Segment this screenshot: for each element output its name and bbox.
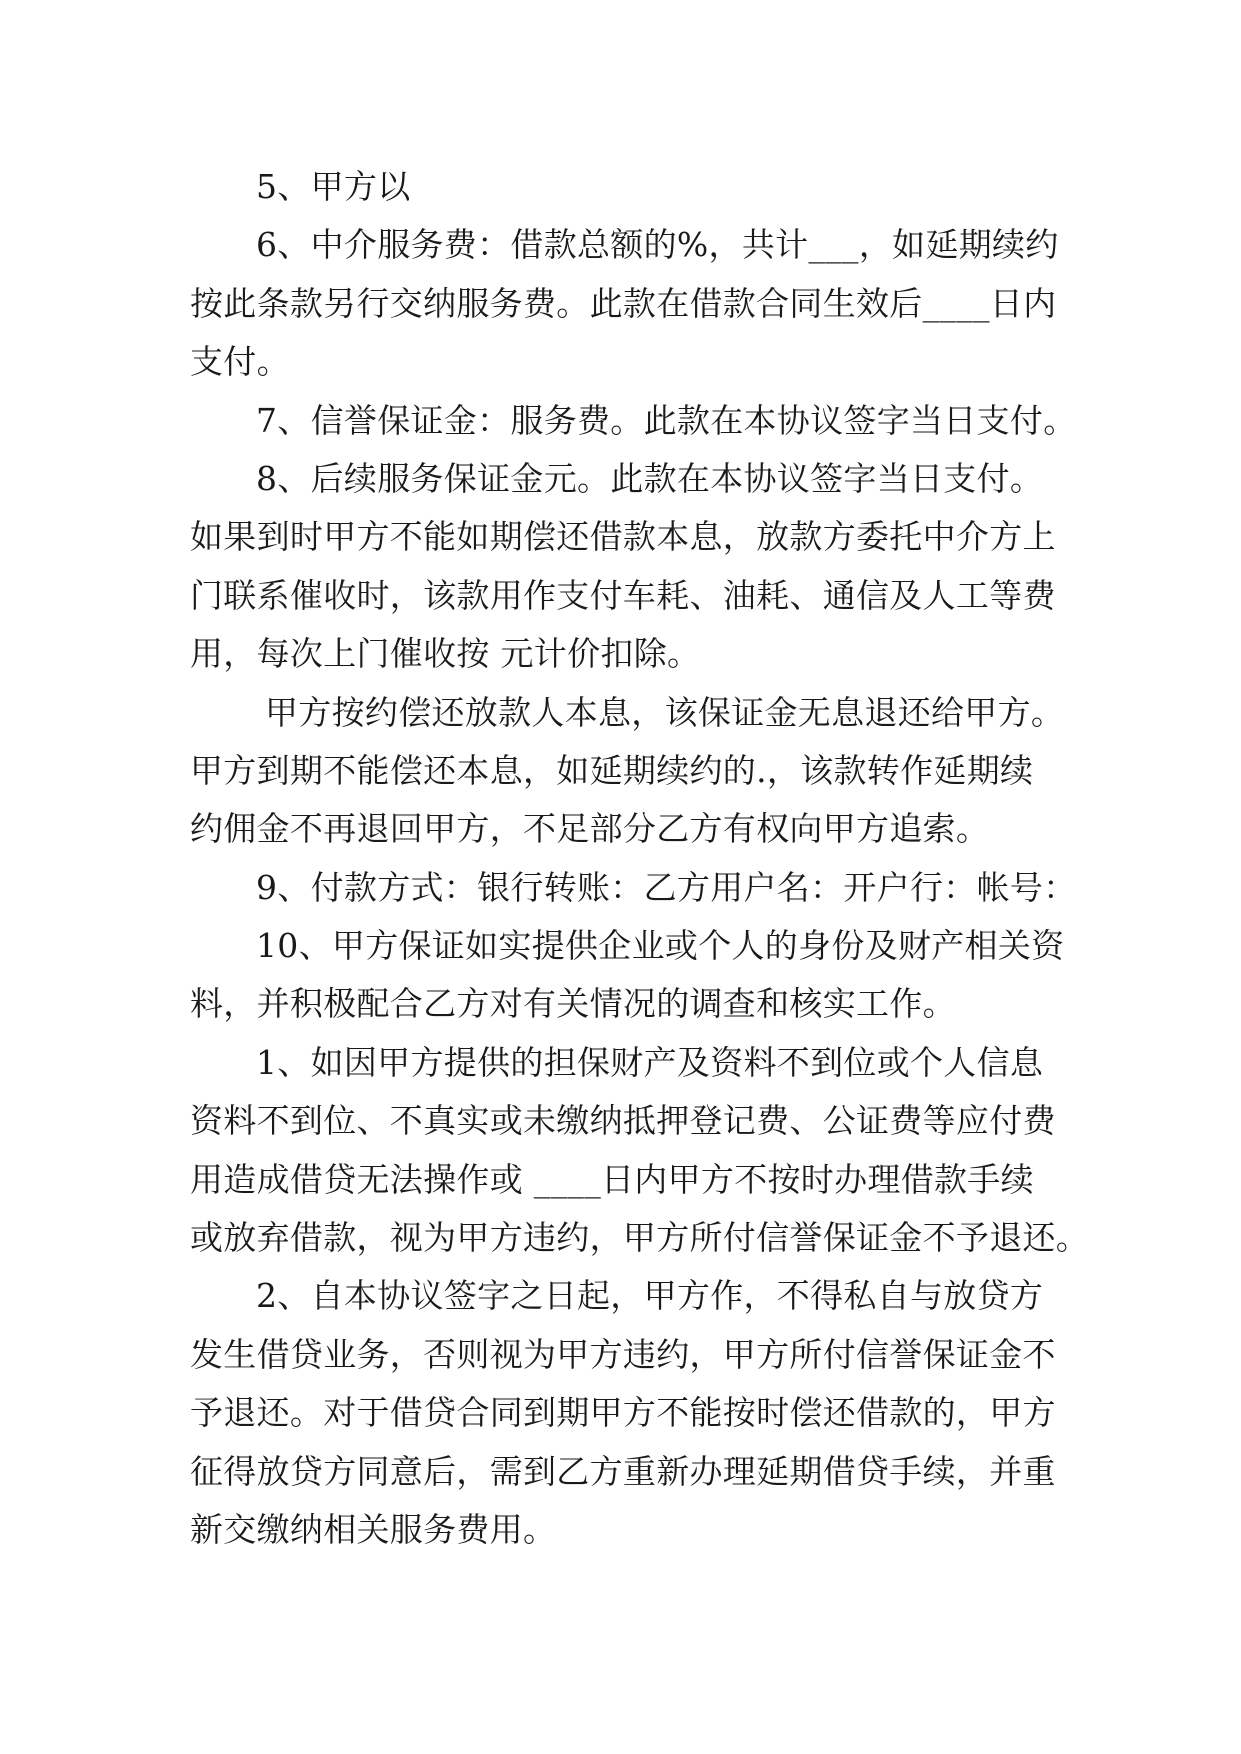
text-line: 发生借贷业务，否则视为甲方违约，甲方所付信誉保证金不 <box>190 1334 1056 1374</box>
text-line: 2、自本协议签字之日起，甲方作，不得私自与放贷方 <box>256 1276 1044 1316</box>
text-line: 6、中介服务费：借款总额的%，共计___，如延期续约 <box>256 225 1059 265</box>
text-line: 征得放贷方同意后，需到乙方重新办理延期借贷手续，并重 <box>190 1451 1056 1491</box>
paragraph-deposit-refund <box>190 684 1070 859</box>
text-line: 新交缴纳相关服务费用。 <box>190 1509 557 1549</box>
text-line: 门联系催收时，该款用作支付车耗、油耗、通信及人工等费 <box>190 575 1056 615</box>
text-line: 或放弃借款，视为甲方违约，甲方所付信誉保证金不予退还。 <box>190 1218 1090 1258</box>
text-line: 约佣金不再退回甲方，不足部分乙方有权向甲方追索。 <box>190 809 990 849</box>
paragraph-breach-clause-2 <box>190 1267 1070 1559</box>
text-line: 按此条款另行交纳服务费。此款在借款合同生效后____日内 <box>190 283 1057 323</box>
text-line: 10、甲方保证如实提供企业或个人的身份及财产相关资 <box>256 926 1065 966</box>
text-line: 1、如因甲方提供的担保财产及资料不到位或个人信息 <box>256 1042 1044 1082</box>
text-line: 用造成借贷无法操作或 ____日内甲方不按时办理借款手续 <box>190 1159 1034 1199</box>
text-line: 8、后续服务保证金元。此款在本协议签字当日支付。 <box>256 458 1044 498</box>
paragraph-item-6-service-fee <box>190 216 1070 391</box>
paragraph-breach-clause-1 <box>190 1034 1090 1268</box>
paragraph-item-8-follow-up-deposit <box>190 450 1070 684</box>
text-line: 资料不到位、不真实或未缴纳抵押登记费、公证费等应付费 <box>190 1101 1056 1141</box>
text-line: 如果到时甲方不能如期偿还借款本息，放款方委托中介方上 <box>190 517 1056 557</box>
text-line: 7、信誉保证金：服务费。此款在本协议签字当日支付。 <box>256 400 1077 440</box>
paragraph-item-7-credit-deposit <box>190 392 1077 450</box>
text-line: 甲方按约偿还放款人本息，该保证金无息退还给甲方。 <box>265 692 1065 732</box>
document-body <box>190 158 1090 1559</box>
text-line: 甲方到期不能偿还本息，如延期续约的.，该款转作延期续 <box>190 750 1034 790</box>
text-line: 料，并积极配合乙方对有关情况的调查和核实工作。 <box>190 984 956 1024</box>
paragraph-item-10-guarantee <box>190 917 1070 1034</box>
text-line: 5、甲方以 <box>256 167 411 206</box>
text-line: 用，每次上门催收按 元计价扣除。 <box>190 634 701 674</box>
text-line: 9、付款方式：银行转账：乙方用户名：开户行：帐号： <box>256 867 1077 907</box>
text-line: 予退还。对于借贷合同到期甲方不能按时偿还借款的，甲方 <box>190 1393 1056 1433</box>
paragraph-item-5 <box>190 158 1070 216</box>
text-line: 支付。 <box>190 342 290 382</box>
paragraph-item-9-payment-method <box>190 859 1077 917</box>
